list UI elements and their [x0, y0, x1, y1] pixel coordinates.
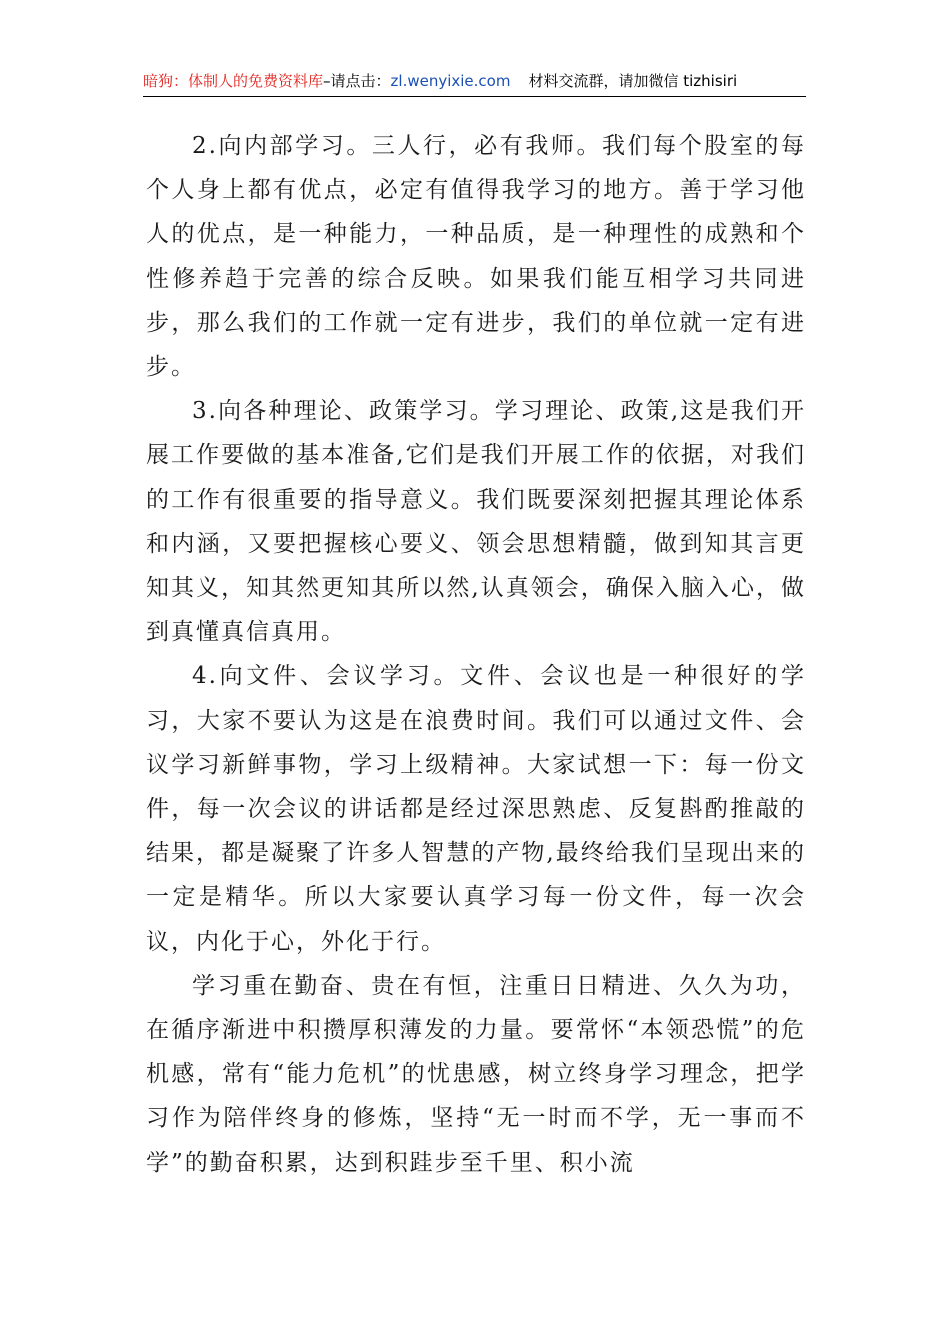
header-wechat-text: 材料交流群，请加微信 tizhisiri [528, 72, 738, 90]
paragraph-learn-theory-policy: 3.向各种理论、政策学习。学习理论、政策,这是我们开展工作要做的基本准备,它们是我们开展工作的依据，对我们的工作有很重要的指导意义。我们既要深刻把握其理论体系和内涵，又要把握核心要义、领会思想精髓，做到知其言更知其义，知其然更知其所以然,认真领会，确保入脑入心，做到真懂真信真用。 [146, 398, 806, 646]
header-source-text: 暗狗：体制人的免费资料库 [143, 72, 324, 90]
paragraph-learn-internal: 2.向内部学习。三人行，必有我师。我们每个股室的每个人身上都有优点，必定有值得我学习的地方。善于学习他人的优点，是一种能力，一种品质，是一种理性的成熟和个性修养趋于完善的综合反映。如果我们能互相学习共同进步，那么我们的工作就一定有进步，我们的单位就一定有进步。 [146, 133, 806, 381]
header-prompt-text: –请点击： [323, 72, 391, 90]
document-body [146, 124, 806, 1191]
page-header [143, 68, 806, 97]
header-url-link[interactable]: zl.wenyixie.com [390, 72, 511, 90]
paragraph-diligent-learning: 学习重在勤奋、贵在有恒，注重日日精进、久久为功，在循序渐进中积攒厚积薄发的力量。要常怀“本领恐慌”的危机感，常有“能力危机”的忧患感，树立终身学习理念，把学习作为陪伴终身的修炼，坚持“无一时而不学，无一事而不学”的勤奋积累，达到积跬步至千里、积小流 [146, 972, 806, 1176]
paragraph-learn-documents-meetings: 4.向文件、会议学习。文件、会议也是一种很好的学习，大家不要认为这是在浪费时间。我们可以通过文件、会议学习新鲜事物，学习上级精神。大家试想一下：每一份文件，每一次会议的讲话都是经过深思熟虑、反复斟酌推敲的结果，都是凝聚了许多人智慧的产物,最终给我们呈现出来的一定是精华。所以大家要认真学习每一份文件，每一次会议，内化于心，外化于行。 [146, 663, 806, 955]
